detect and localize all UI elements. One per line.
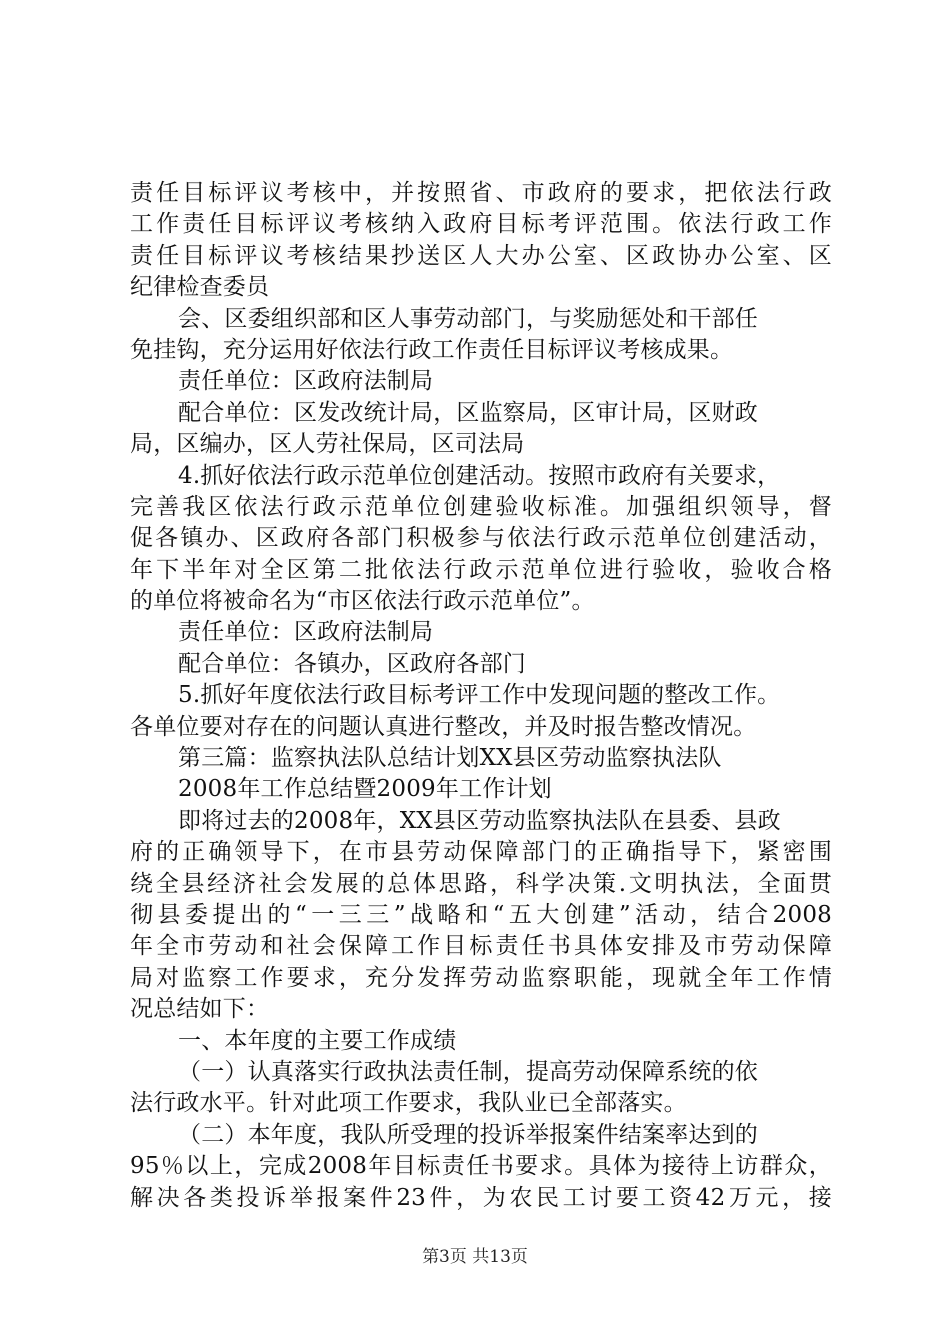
page-number-footer: 第3页 共13页 bbox=[422, 1247, 528, 1267]
text-line: 各单位要对存在的问题认真进行整改，并及时报告整改情况。 bbox=[130, 713, 757, 740]
text-line: 年下半年对全区第二批依法行政示范单位进行验收，验收合格 bbox=[130, 556, 832, 583]
text-line: 责任目标评议考核结果抄送区人大办公室、区政协办公室、区 bbox=[130, 242, 832, 269]
text-line: 解决各类投诉举报案件23件，为农民工讨要工资42万元，接 bbox=[130, 1184, 832, 1211]
text-line: 况总结如下： bbox=[130, 996, 270, 1023]
text-line: 彻县委提出的“一三三”战略和“五大创建”活动，结合2008 bbox=[130, 901, 832, 928]
text-line: 绕全县经济社会发展的总体思路，科学决策.文明执法，全面贯 bbox=[130, 870, 832, 897]
text-line: 局对监察工作要求，充分发挥劳动监察职能，现就全年工作情 bbox=[130, 964, 832, 991]
text-line: 配合单位：各镇办，区政府各部门 bbox=[178, 650, 526, 677]
text-line: （一）认真落实行政执法责任制，提高劳动保障系统的依 bbox=[178, 1058, 758, 1085]
text-line: 95％以上，完成2008年目标责任书要求。具体为接待上访群众， bbox=[130, 1153, 832, 1180]
text-line: 责任单位：区政府法制局 bbox=[178, 368, 434, 395]
text-line: （二）本年度，我队所受理的投诉举报案件结案率达到的 bbox=[178, 1121, 758, 1148]
text-line: 完善我区依法行政示范单位创建验收标准。加强组织领导，督 bbox=[130, 493, 832, 520]
text-line: 促各镇办、区政府各部门积极参与依法行政示范单位创建活动， bbox=[130, 525, 832, 552]
text-line: 工作责任目标评议考核纳入政府目标考评范围。依法行政工作 bbox=[130, 211, 832, 238]
text-line: 的单位将被命名为“市区依法行政示范单位”。 bbox=[130, 588, 595, 615]
text-line: 法行政水平。针对此项工作要求，我队业已全部落实。 bbox=[130, 1090, 687, 1117]
text-line: 会、区委组织部和区人事劳动部门，与奖励惩处和干部任 bbox=[178, 305, 758, 332]
text-line: 年全市劳动和社会保障工作目标责任书具体安排及市劳动保障 bbox=[130, 933, 832, 960]
text-line: 局，区编办，区人劳社保局，区司法局 bbox=[130, 431, 525, 458]
document-body bbox=[130, 178, 832, 1214]
text-line: 纪律检查委员 bbox=[130, 274, 270, 301]
text-line: 责任单位：区政府法制局 bbox=[178, 619, 434, 646]
text-line: 责任目标评议考核中，并按照省、市政府的要求，把依法行政 bbox=[130, 180, 832, 206]
text-line: 5.抓好年度依法行政目标考评工作中发现问题的整改工作。 bbox=[178, 682, 781, 709]
text-line: 府的正确领导下，在市县劳动保障部门的正确指导下，紧密围 bbox=[130, 839, 832, 866]
section-heading: 2008年工作总结暨2009年工作计划 bbox=[178, 776, 552, 803]
text-line: 免挂钩，充分运用好依法行政工作责任目标评议考核成果。 bbox=[130, 336, 734, 363]
subsection-heading: 一、本年度的主要工作成绩 bbox=[178, 1027, 457, 1054]
section-heading: 第三篇：监察执法队总结计划XX县区劳动监察执法队 bbox=[178, 745, 722, 772]
text-line: 4.抓好依法行政示范单位创建活动。按照市政府有关要求， bbox=[178, 462, 781, 489]
text-line: 即将过去的2008年，XX县区劳动监察执法队在县委、县政 bbox=[178, 807, 781, 834]
text-line: 配合单位：区发改统计局，区监察局，区审计局，区财政 bbox=[178, 399, 758, 426]
